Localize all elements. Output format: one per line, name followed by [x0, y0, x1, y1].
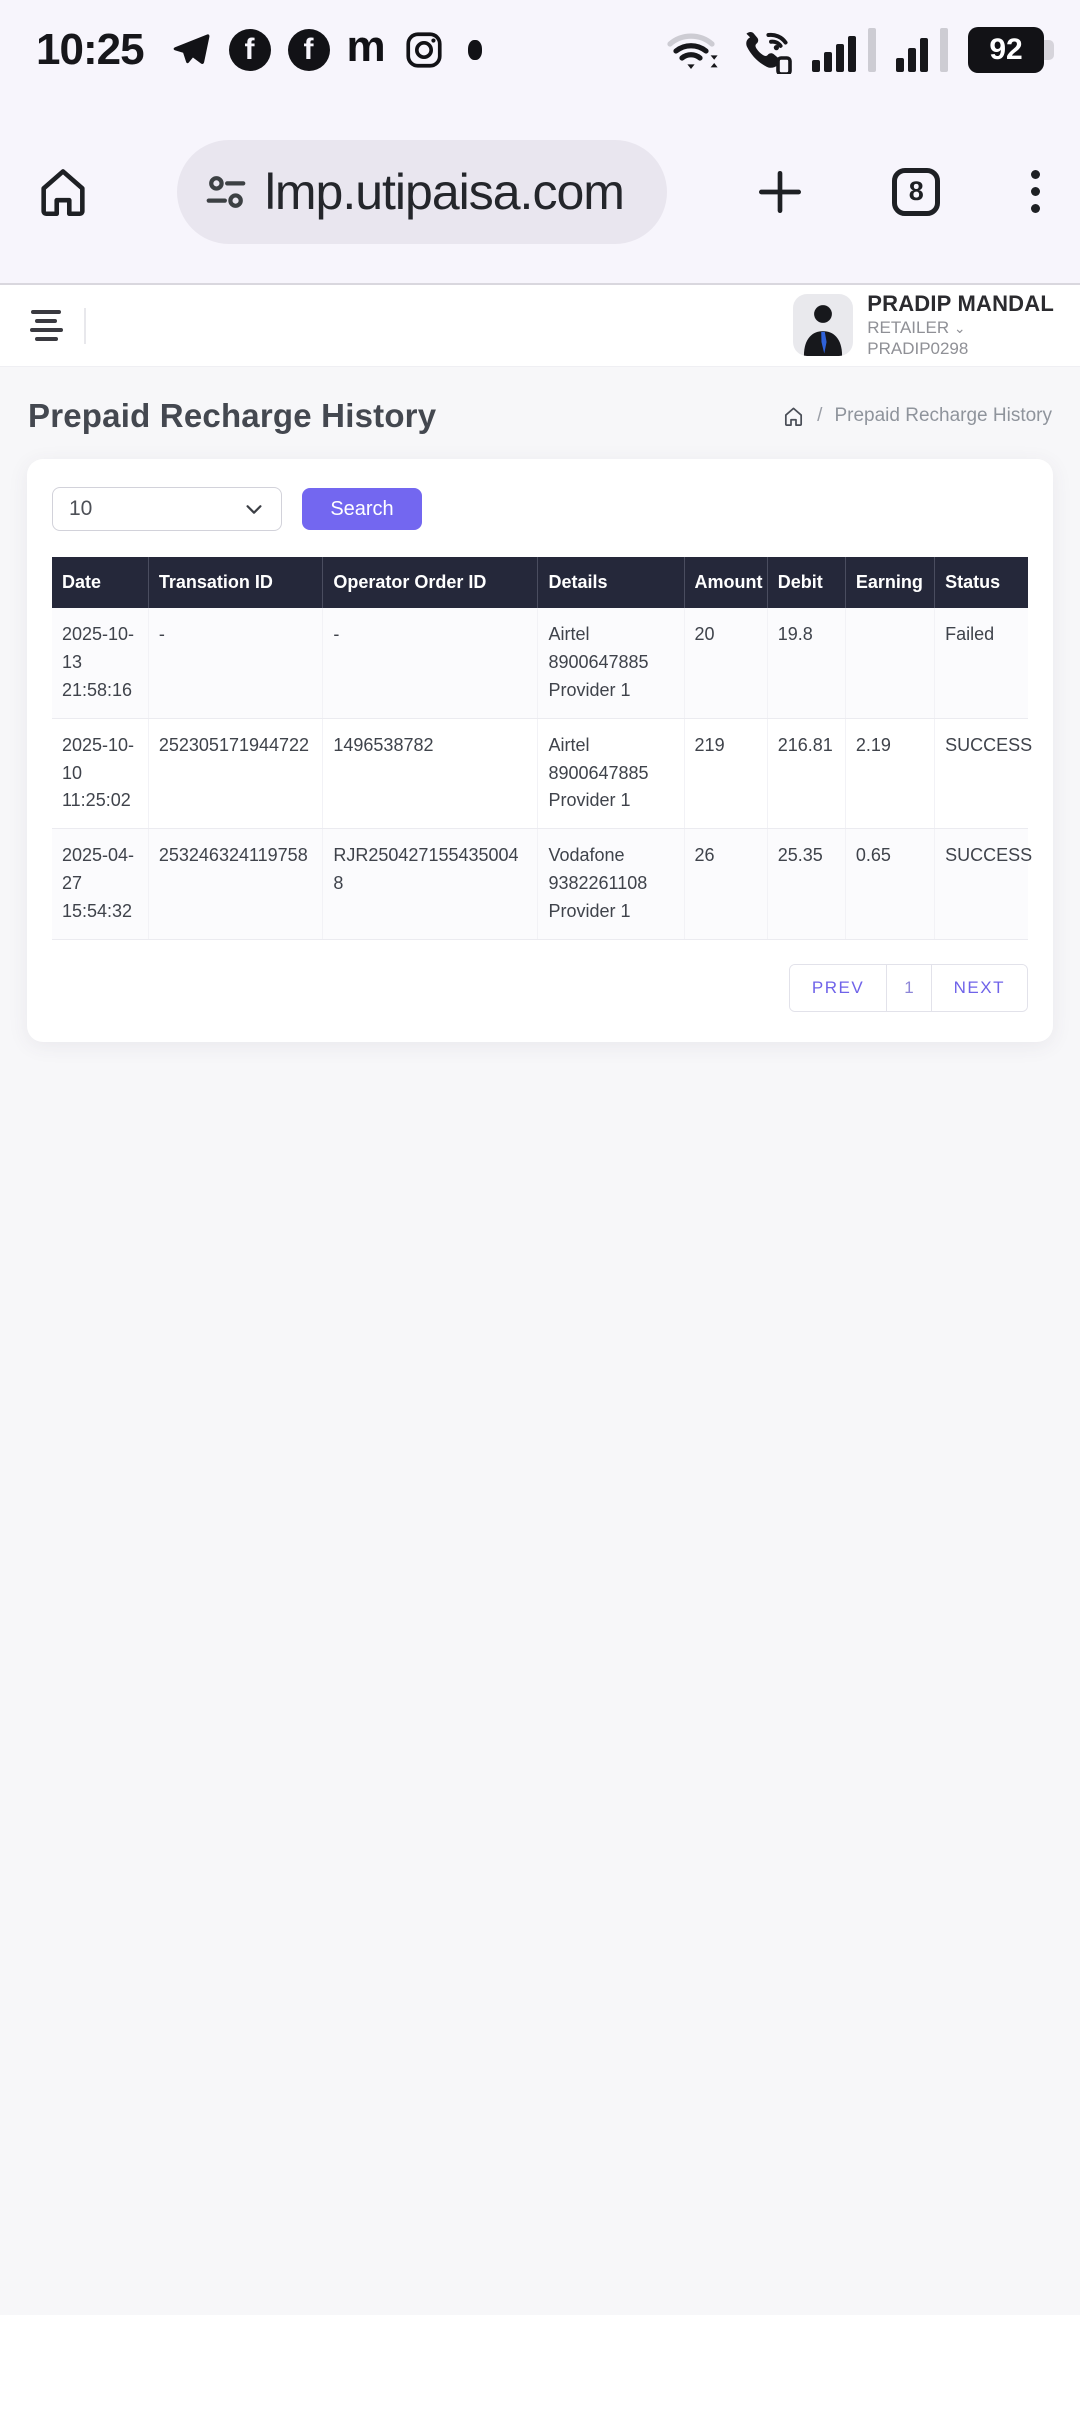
clock: 10:25	[36, 25, 144, 74]
table-row	[52, 829, 1028, 940]
wifi-calling-icon	[740, 26, 792, 74]
gesture-nav-area	[0, 2315, 1080, 2412]
battery-percent: 92	[989, 33, 1023, 66]
table-controls	[52, 487, 1028, 531]
tab-count: 8	[908, 176, 924, 206]
cell-earning: 2.19	[845, 718, 934, 829]
user-name: PRADIP MANDAL	[867, 291, 1054, 317]
instagram-icon	[403, 29, 445, 71]
m-notification-icon: m	[346, 22, 386, 71]
breadcrumb-separator: /	[817, 405, 823, 426]
page-title: Prepaid Recharge History	[28, 397, 437, 434]
page-number-button[interactable]: 1	[886, 965, 931, 1011]
overflow-dot-icon	[468, 40, 482, 60]
cell-transation-id: 252305171944722	[148, 718, 323, 829]
rows-per-page-select[interactable]	[52, 487, 282, 531]
home-icon[interactable]	[34, 163, 92, 221]
sim1-signal-icon	[812, 28, 876, 72]
column-header: Debit	[767, 557, 845, 608]
cell-date: 2025-10-10 11:25:02	[52, 718, 148, 829]
url-text: lmp.utipaisa.com	[264, 163, 624, 220]
facebook-icon: f	[229, 29, 271, 71]
cell-details: Airtel 8900647885 Provider 1	[538, 608, 684, 718]
cell-amount: 219	[684, 718, 767, 829]
notification-icons	[170, 22, 482, 71]
column-header: Details	[538, 557, 684, 608]
user-menu[interactable]	[793, 291, 1054, 359]
cell-debit: 216.81	[767, 718, 845, 829]
status-bar	[0, 0, 1080, 100]
cell-earning: 0.65	[845, 829, 934, 940]
new-tab-icon[interactable]	[752, 164, 808, 220]
url-bar[interactable]	[177, 140, 667, 244]
column-header: Transation ID	[148, 557, 323, 608]
cell-status: SUCCESS	[935, 829, 1028, 940]
cell-operator-order-id: 1496538782	[323, 718, 538, 829]
cell-amount: 26	[684, 829, 767, 940]
page-heading	[0, 367, 1080, 459]
breadcrumb-home-icon[interactable]	[782, 405, 805, 428]
app-header	[0, 285, 1080, 367]
history-card	[27, 459, 1053, 1042]
cell-operator-order-id: RJR2504271554350048	[323, 829, 538, 940]
header-divider	[84, 308, 86, 344]
status-icons	[666, 26, 1044, 74]
browser-menu-icon[interactable]	[1025, 164, 1046, 219]
table-body	[52, 608, 1033, 940]
facebook-icon: f	[288, 29, 330, 71]
wifi-icon	[666, 27, 720, 73]
avatar	[793, 294, 853, 356]
column-header: Earning	[845, 557, 934, 608]
telegram-icon	[170, 29, 212, 71]
cell-status: SUCCESS	[935, 718, 1028, 829]
menu-icon[interactable]	[26, 310, 66, 341]
pagination	[52, 964, 1028, 1012]
table-row	[52, 718, 1028, 829]
cell-date: 2025-10-13 21:58:16	[52, 608, 148, 718]
cell-details: Airtel 8900647885 Provider 1	[538, 718, 684, 829]
cell-transation-id: -	[148, 608, 323, 718]
column-header: Status	[935, 557, 1028, 608]
column-header: Date	[52, 557, 148, 608]
user-role: RETAILER	[867, 318, 950, 338]
table-header-row	[52, 557, 1028, 608]
cell-status: Failed	[935, 608, 1028, 718]
sim2-signal-icon	[896, 28, 948, 72]
tab-switcher[interactable]	[892, 168, 940, 216]
breadcrumb	[782, 405, 1052, 428]
next-button[interactable]: NEXT	[932, 965, 1027, 1011]
breadcrumb-current: Prepaid Recharge History	[834, 405, 1052, 426]
tune-icon[interactable]	[203, 169, 249, 215]
cell-date: 2025-04-27 15:54:32	[52, 829, 148, 940]
cell-operator-order-id: -	[323, 608, 538, 718]
battery-icon	[968, 27, 1044, 73]
cell-details: Vodafone 9382261108 Provider 1	[538, 829, 684, 940]
cell-earning	[845, 608, 934, 718]
cell-debit: 19.8	[767, 608, 845, 718]
search-button[interactable]: Search	[302, 488, 422, 530]
column-header: Amount	[684, 557, 767, 608]
user-id: PRADIP0298	[867, 338, 969, 358]
chevron-down-icon: ⌄	[953, 320, 966, 337]
cell-transation-id: 253246324119758	[148, 829, 323, 940]
recharge-history-table	[52, 557, 1033, 940]
column-header: Operator Order ID	[323, 557, 538, 608]
browser-toolbar	[0, 100, 1080, 285]
table-row	[52, 608, 1028, 718]
prev-button[interactable]: PREV	[790, 965, 886, 1011]
rows-per-page-value: 10	[69, 497, 93, 520]
chevron-down-icon	[243, 498, 265, 520]
cell-debit: 25.35	[767, 829, 845, 940]
cell-amount: 20	[684, 608, 767, 718]
